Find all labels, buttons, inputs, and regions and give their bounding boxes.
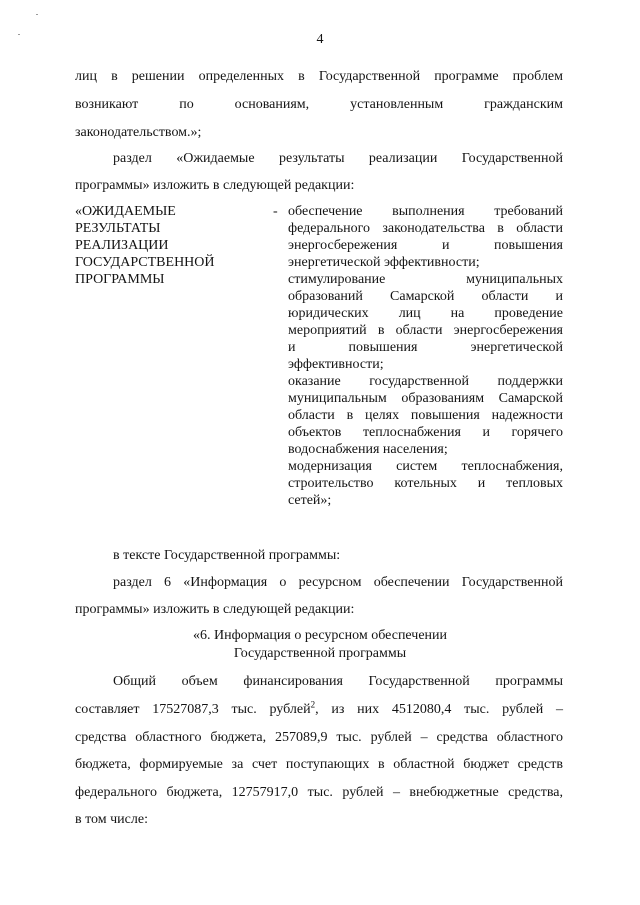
item-line: объектов теплоснабжения и горячего — [288, 425, 563, 440]
section6-title-line-2: Государственной программы — [233, 646, 407, 661]
item-line: мероприятий в области энергосбережения — [288, 323, 563, 338]
item-line: стимулирование муниципальных — [288, 272, 563, 287]
funding-line-2-rest: , из них 4512080,4 тыс. рублей – — [315, 702, 563, 717]
intro-line-1: лиц в решении определенных в Государственной программе проблем — [75, 69, 563, 84]
funding-line-2 — [75, 701, 563, 719]
section6-title-line-1: «6. Информация о ресурсном обеспечении — [192, 628, 448, 643]
heading-line: ПРОГРАММЫ — [75, 272, 165, 287]
funding-total: составляет 17527087,3 тыс. рублей — [75, 702, 311, 717]
item-line: энергетической эффективности; — [288, 255, 480, 270]
page-number: 4 — [316, 32, 324, 47]
heading-line: РЕАЛИЗАЦИИ — [75, 238, 169, 253]
funding-line-1: Общий объем финансирования Государственной программы — [113, 674, 563, 689]
item-line: энергосбережения и повышения — [288, 238, 563, 253]
item-line: образований Самарской области и — [288, 289, 563, 304]
scan-speck — [36, 14, 38, 15]
item-line: области в целях повышения надежности — [288, 408, 563, 423]
item-line: обеспечение выполнения требований — [288, 204, 563, 219]
funding-line-4: бюджета, формируемые за счет поступающих в областной бюджет средств — [75, 757, 563, 772]
item-line: водоснабжения населения; — [288, 442, 448, 457]
heading-dash: - — [273, 204, 278, 219]
text-note: в тексте Государственной программы: — [113, 548, 341, 563]
section6-instruction-line-1: раздел 6 «Информация о ресурсном обеспечении Государственной — [113, 575, 563, 590]
intro-line-2: возникают по основаниям, установленным гражданским — [75, 97, 563, 112]
item-line: строительство котельных и тепловых — [288, 476, 563, 491]
funding-line-3: средства областного бюджета, 257089,9 тыс. рублей – средства областного — [75, 730, 563, 745]
item-line: федерального законодательства в области — [288, 221, 563, 236]
item-line: оказание государственной поддержки — [288, 374, 563, 389]
footnote-ref: 2 — [310, 699, 316, 710]
item-line: юридических лиц на проведение — [288, 306, 563, 321]
item-line: эффективности; — [288, 357, 384, 372]
item-line: и повышения энергетической — [288, 340, 563, 355]
section6-instruction-line-2: программы» изложить в следующей редакции: — [75, 602, 355, 617]
heading-line: РЕЗУЛЬТАТЫ — [75, 221, 161, 236]
expected-results-heading — [75, 203, 215, 288]
item-line: сетей»; — [288, 493, 332, 508]
section-instruction-line-1: раздел «Ожидаемые результаты реализации Государственной — [113, 151, 563, 166]
item-line: модернизация систем теплоснабжения, — [288, 459, 563, 474]
heading-line: ГОСУДАРСТВЕННОЙ — [75, 255, 215, 270]
heading-line: «ОЖИДАЕМЫЕ — [75, 204, 176, 219]
intro-line-3: законодательством.»; — [75, 125, 202, 140]
section-instruction-line-2: программы» изложить в следующей редакции: — [75, 178, 355, 193]
item-line: муниципальным образованиям Самарской — [288, 391, 563, 406]
funding-line-6: в том числе: — [75, 812, 148, 827]
funding-line-5: федерального бюджета, 12757917,0 тыс. рублей – внебюджетные средства, — [75, 785, 563, 800]
